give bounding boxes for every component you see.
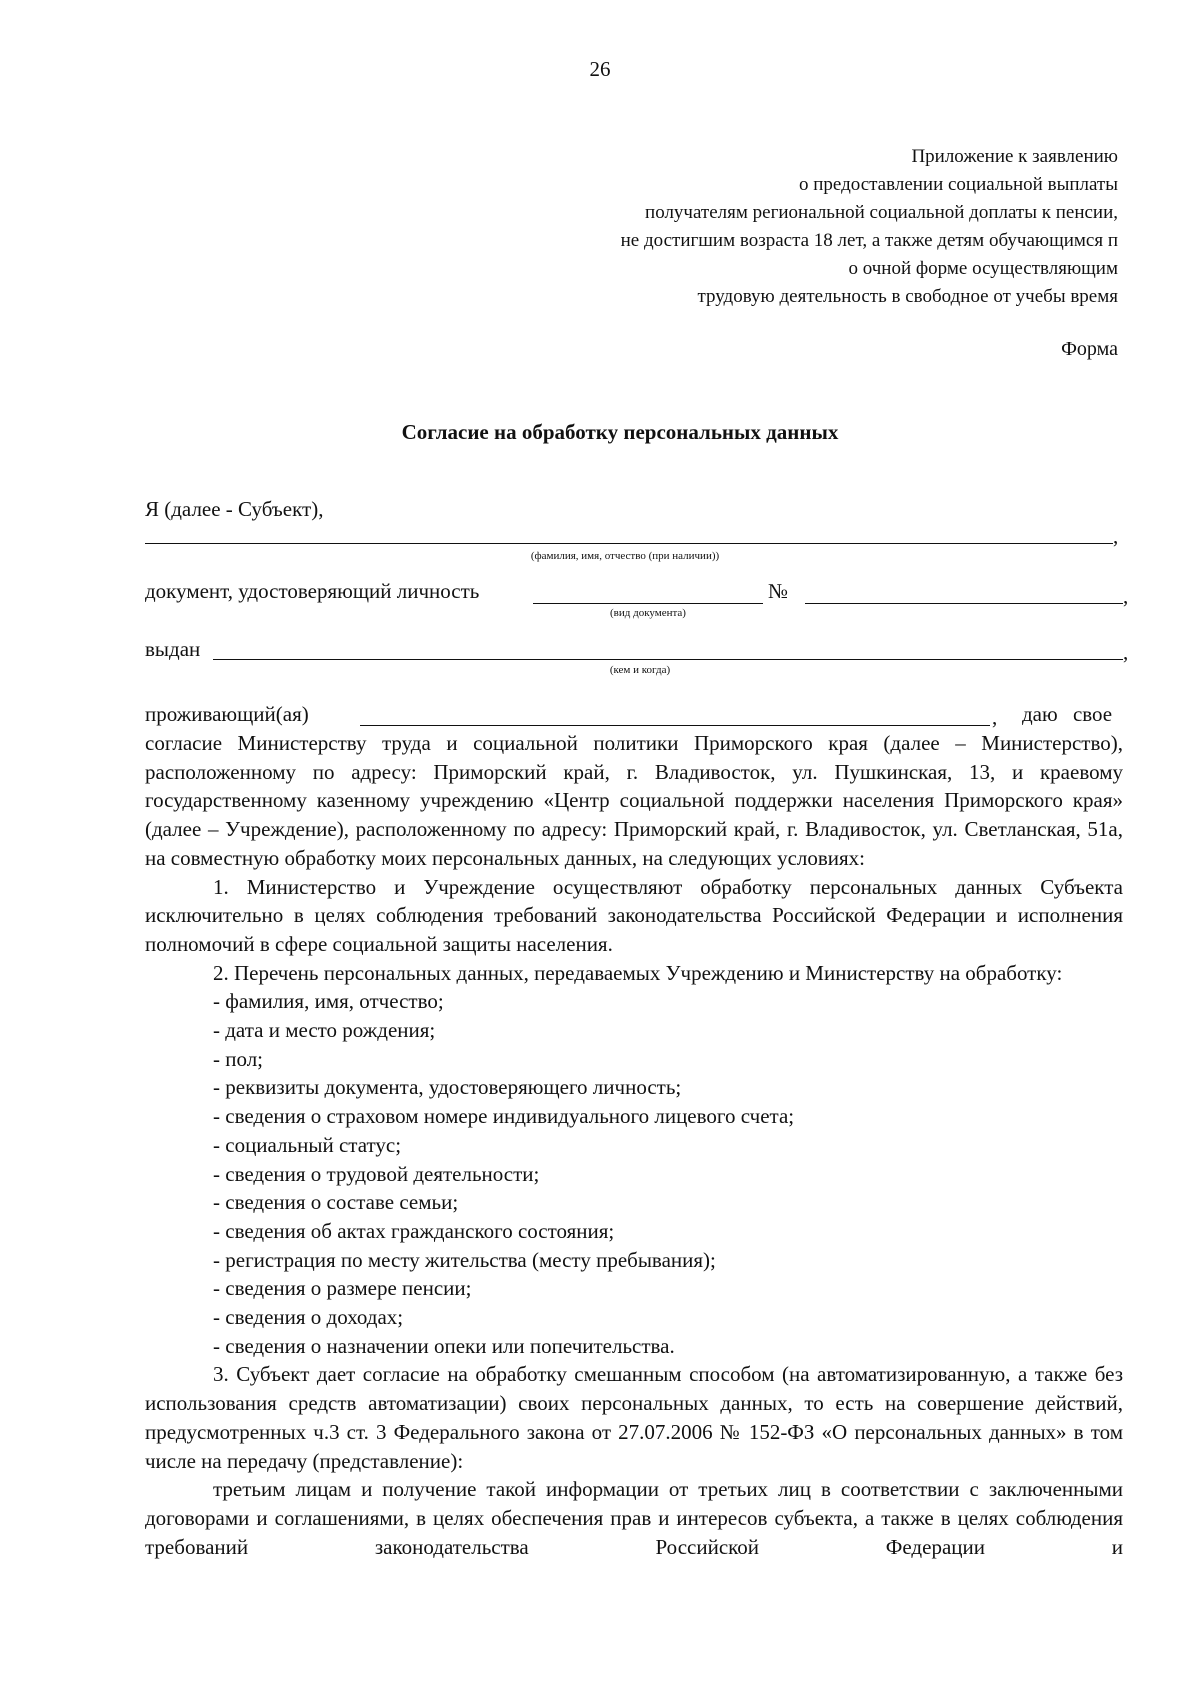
list-item: - пол;: [213, 1046, 264, 1071]
page-number: 26: [589, 57, 611, 81]
list-item: - сведения о составе семьи;: [213, 1190, 459, 1215]
issued-label: выдан: [145, 637, 201, 661]
clause-3-continuation: третьим лицам и получение такой информации от третьих лиц в соответствии с заключенными договорами и соглашениями, в целях обеспечения прав и интересов субъекта, а также в целях соблюдения требований законодательства Российской Федерации и: [145, 1477, 1123, 1559]
list-item: - сведения о доходах;: [213, 1305, 404, 1330]
list-item: - дата и место рождения;: [213, 1018, 436, 1043]
document-number-field-line[interactable]: [805, 603, 1123, 604]
form-label: Форма: [1061, 338, 1118, 360]
name-hint: (фамилия, имя, отчество (при наличии)): [530, 550, 720, 562]
id-document-label: документ, удостоверяющий личность: [145, 579, 480, 603]
appendix-line: получателям региональной социальной доплаты к пенсии,: [645, 202, 1118, 223]
comma: ,: [1123, 640, 1129, 664]
comma: ,: [1123, 584, 1129, 608]
document-type-field-line[interactable]: [533, 603, 763, 604]
consent-word: даю свое: [1022, 702, 1113, 726]
list-item: - сведения о страховом номере индивидуального лицевого счета;: [213, 1104, 795, 1129]
comma: ,: [1113, 524, 1119, 548]
appendix-line: о очной форме осуществляющим: [848, 258, 1118, 279]
list-item: - сведения о размере пенсии;: [213, 1276, 472, 1301]
subject-label: Я (далее - Субъект),: [145, 497, 324, 521]
name-field-line[interactable]: [145, 543, 1113, 544]
issued-by-field-line[interactable]: [213, 659, 1123, 660]
residing-label: проживающий(ая): [145, 702, 309, 726]
appendix-line: Приложение к заявлению: [911, 146, 1118, 167]
list-item: - фамилия, имя, отчество;: [213, 989, 444, 1014]
list-item: - социальный статус;: [213, 1132, 402, 1157]
list-item: - сведения об актах гражданского состояния;: [213, 1218, 615, 1243]
list-item: - регистрация по месту жительства (месту пребывания);: [213, 1247, 716, 1272]
issued-hint: (кем и когда): [609, 664, 671, 676]
appendix-line: не достигшим возраста 18 лет, а также детям обучающимся п: [620, 230, 1118, 251]
list-item: - сведения о назначении опеки или попечительства.: [213, 1333, 675, 1358]
list-item: - сведения о трудовой деятельности;: [213, 1161, 540, 1186]
clause-3: 3. Субъект дает согласие на обработку смешанным способом (на автоматизированную, а также без использования средств автоматизации) своих персональных данных, то есть на совершение действий, предусмотренных ч.3 ст. 3 Федерального закона от 27.07.2006 № 152-ФЗ «О персональных данных» в том числе на передачу (представление):: [145, 1362, 1123, 1473]
appendix-note: [621, 143, 1118, 311]
document-type-hint: (вид документа): [610, 607, 686, 619]
clause-1: 1. Министерство и Учреждение осуществляют обработку персональных данных Субъекта исключительно в целях соблюдения требований законодательства Российской Федерации и исполнения полномочий в сфере социальной защиты населения.: [145, 874, 1123, 956]
number-sign: №: [768, 579, 789, 603]
comma: ,: [992, 705, 998, 729]
consent-body: [145, 729, 1123, 1561]
address-field-line[interactable]: [360, 725, 990, 726]
document-title: Согласие на обработку персональных данных: [401, 420, 839, 444]
appendix-line: трудовую деятельность в свободное от учебы время: [697, 286, 1118, 307]
intro-paragraph: согласие Министерству труда и социальной политики Приморского края (далее – Министерство), расположенному по адресу: Приморский край, г. Владивосток, ул. Пушкинская, 13, и краевому государственному казенному учреждению «Центр социальной поддержки населения Приморского края» (далее – Учреждение), расположенному по адресу: Приморский край, г. Владивосток, ул. Светланская, 51а, на совместную обработку моих персональных данных, на следующих условиях:: [145, 731, 1123, 870]
clause-2: 2. Перечень персональных данных, передаваемых Учреждению и Министерству на обработку:: [213, 960, 1063, 985]
list-item: - реквизиты документа, удостоверяющего личность;: [213, 1075, 682, 1100]
appendix-line: о предоставлении социальной выплаты: [798, 174, 1118, 195]
